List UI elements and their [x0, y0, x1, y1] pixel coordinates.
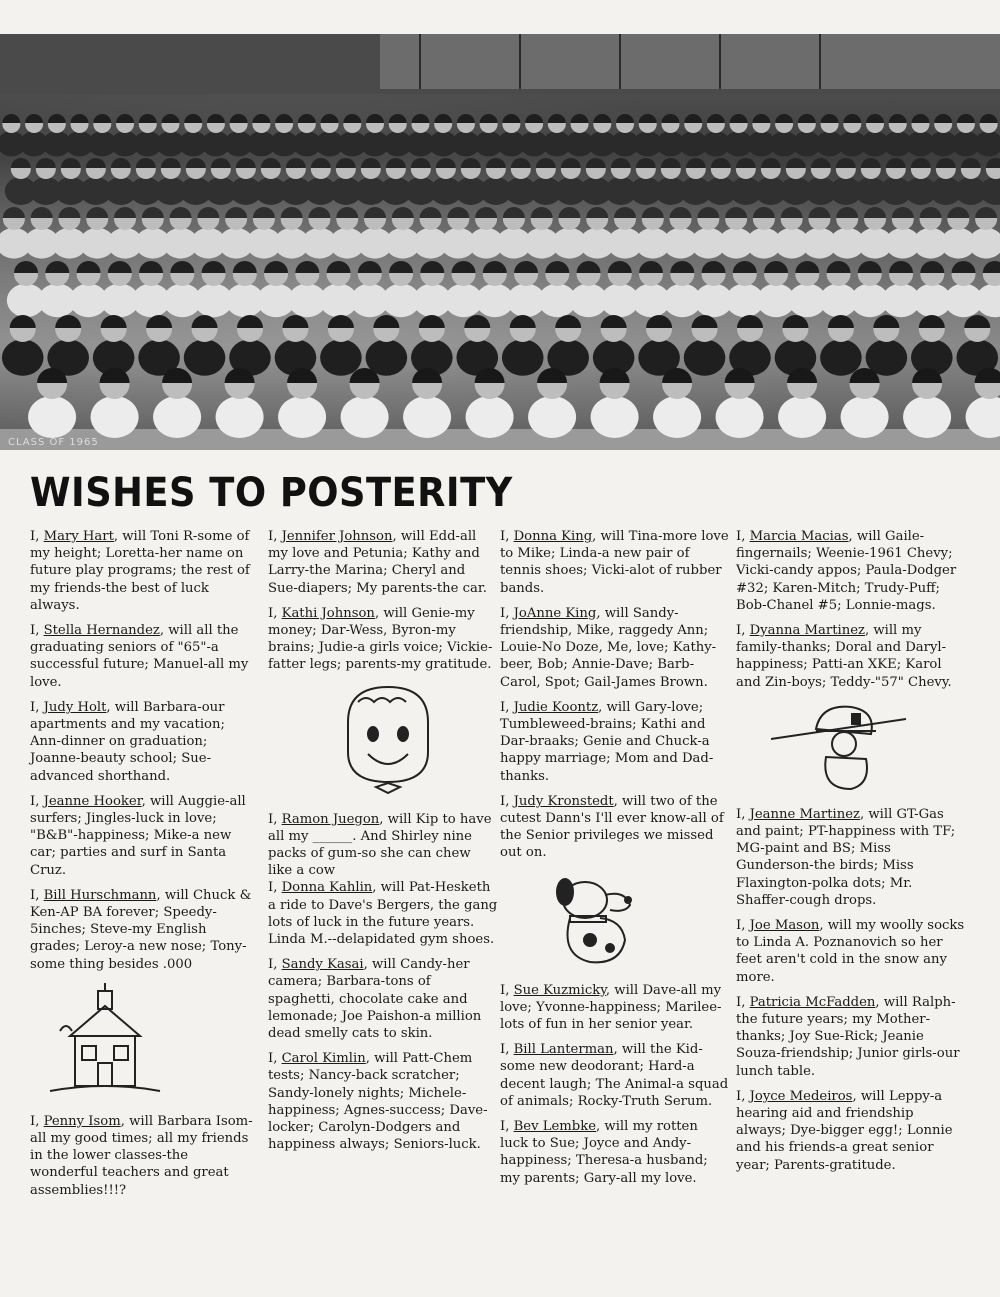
- crowd-person-hair: [281, 207, 303, 218]
- crowd-person-hair: [58, 207, 80, 218]
- crowd-person-hair: [142, 207, 164, 218]
- crowd-person-hair: [464, 315, 490, 328]
- crowd-person-body: [341, 396, 389, 438]
- wish-entry: I, Jennifer Johnson, will Edd-all my love and Petunia; Kathy and Larry-the Marina; Cheryl and Sue-diapers; My parents-the car.: [268, 529, 487, 596]
- crowd-person-hair: [911, 158, 931, 168]
- crowd-person-body: [184, 339, 226, 375]
- wish-name: Carol Kimlin: [281, 1051, 366, 1067]
- crowd-person-hair: [861, 158, 881, 168]
- page-headline: WISHES TO POSTERITY: [30, 470, 513, 516]
- crowd-person-hair: [761, 158, 781, 168]
- crowd-person-hair: [264, 261, 288, 273]
- crowd-person-hair: [752, 114, 770, 123]
- crowd-person-hair: [343, 114, 361, 123]
- crowd-person-hair: [639, 261, 663, 273]
- crowd-person-hair: [561, 158, 581, 168]
- wish-entry: I, Judy Holt, will Barbara-our apartments and my vacation; Ann-dinner on graduation; Joanne-beauty school; Sue-advanced shorthand.: [30, 699, 225, 784]
- crowd-person-hair: [36, 158, 56, 168]
- crowd-person-hair: [957, 114, 975, 123]
- wish-entry: I, Ramon Juegon, will Kip to have all my ______. And Shirley nine packs of gum-so she can chew like a cow I, Donna Kahlin, will Pat-Hesketh a ride to Dave's Bergers, the gang lots of luck in the future years. Linda M.--delapidated gym shoes.: [268, 811, 498, 948]
- crowd-person-hair: [725, 207, 747, 218]
- crowd-person-hair: [502, 114, 520, 123]
- wish-entry: I, Carol Kimlin, will Patt-Chem tests; Nancy-back scratcher; Sandy-lonely nights; Michele-happiness; Agnes-success; Dave-locker; Carolyn-Dodgers and happiness always; Seniors-luck.: [268, 1051, 488, 1153]
- crowd-person-hair: [636, 158, 656, 168]
- crowd-person-hair: [611, 158, 631, 168]
- crowd-person-hair: [545, 261, 569, 273]
- crowd-person-body: [216, 396, 264, 438]
- crowd-person-body: [403, 396, 451, 438]
- crowd-person-hair: [608, 261, 632, 273]
- crowd-person-hair: [514, 261, 538, 273]
- crowd-person-hair: [386, 158, 406, 168]
- crowd-person-hair: [503, 207, 525, 218]
- wish-name: Penny Isom: [43, 1113, 121, 1129]
- crowd-person-hair: [733, 261, 757, 273]
- crowd-person-hair: [336, 207, 358, 218]
- crowd-person-hair: [736, 158, 756, 168]
- wish-entry: I, Marcia Macias, will Gaile-fingernails; Weenie-1961 Chevy; Vicki-candy appos; Paula-Dodger #32; Karen-Mitch; Trudy-Puff; Bob-Chanel #5; Lonnie-mags.: [736, 529, 957, 613]
- photo-caption: CLASS OF 1965: [8, 437, 99, 448]
- crowd-person-body: [820, 339, 862, 375]
- crowd-person-hair: [452, 261, 476, 273]
- wish-name: Marcia Macias: [749, 529, 849, 544]
- wish-name: Donna Kahlin: [281, 880, 373, 896]
- crowd-person-hair: [361, 158, 381, 168]
- crowd-person-hair: [586, 158, 606, 168]
- wish-entry: I, Joe Mason, will my woolly socks to Linda A. Poznanovich so her feet aren't cold in the snow any more.: [736, 918, 965, 985]
- crowd-person-hair: [661, 158, 681, 168]
- crowd-person-hair: [233, 261, 257, 273]
- crowd-person-body: [980, 177, 1000, 205]
- wish-entry: I, Patricia McFadden, will Ralph-the future years; my Mother-thanks; Joy Sue-Rick; Jeanie Souza-friendship; Junior girls-our lunch table.: [736, 994, 960, 1079]
- crowd-person-hair: [730, 114, 748, 123]
- schoolhouse-sketch-icon: [30, 981, 180, 1101]
- crowd-person-hair: [614, 207, 636, 218]
- crowd-person-hair: [593, 114, 611, 123]
- crowd-person-hair: [10, 315, 36, 328]
- crowd-person-body: [778, 396, 826, 438]
- crowd-person-hair: [616, 114, 634, 123]
- crowd-person-body: [466, 396, 514, 438]
- crowd-person-hair: [14, 261, 38, 273]
- crowd-person-hair: [236, 158, 256, 168]
- wish-name: Jeanne Martinez: [749, 806, 860, 822]
- crowd-person-hair: [983, 261, 1000, 273]
- crowd-person-hair: [366, 114, 384, 123]
- crowd-person-body: [841, 396, 889, 438]
- crowd-person-hair: [108, 261, 132, 273]
- crowd-person-hair: [866, 114, 884, 123]
- crowd-person-hair: [670, 261, 694, 273]
- crowd-person-hair: [336, 158, 356, 168]
- wish-entry: I, Stella Hernandez, will all the graduating seniors of "65"-a successful future; Manuel-all my love.: [30, 623, 249, 690]
- crowd-person-hair: [889, 261, 913, 273]
- wish-name: Sandy Kasai: [281, 957, 364, 973]
- crowd-person-hair: [483, 261, 507, 273]
- crowd-person-hair: [858, 261, 882, 273]
- crowd-person-hair: [86, 207, 108, 218]
- crowd-person-hair: [642, 207, 664, 218]
- crowd-person-hair: [548, 114, 566, 123]
- crowd-person-hair: [392, 207, 414, 218]
- crowd-person-body: [653, 396, 701, 438]
- crowd-person-hair: [952, 261, 976, 273]
- crowd-person-hair: [275, 114, 293, 123]
- wishes-column-3: [500, 528, 730, 1195]
- crowd-person-hair: [586, 207, 608, 218]
- crowd-person-hair: [947, 207, 969, 218]
- crowd-person-hair: [934, 114, 952, 123]
- crowd-person-hair: [936, 158, 956, 168]
- crowd-person-hair: [686, 158, 706, 168]
- baseball-batter-sketch-icon: [766, 699, 916, 794]
- crowd-person-hair: [684, 114, 702, 123]
- crowd-person-hair: [308, 207, 330, 218]
- wish-entry: I, Jeanne Hooker, will Auggie-all surfers; Jingles-luck in love; "B&B"-happiness; Mike-a new car; parties and surf in Santa Cruz.: [30, 793, 246, 878]
- crowd-person-hair: [986, 158, 1000, 168]
- crowd-person-hair: [170, 207, 192, 218]
- wish-entry: I, Bill Hurschmann, will Chuck & Ken-AP BA forever; Speedy-5inches; Steve-my English grades; Leroy-a new nose; Tony-some thing besides .000: [30, 887, 252, 972]
- crowd-person-body: [684, 339, 726, 375]
- crowd-person-hair: [327, 261, 351, 273]
- crowd-person-hair: [707, 114, 725, 123]
- wish-entry: I, Mary Hart, will Toni R-some of my height; Loretta-her name on future play programs; the rest of my friends-the best of luck always.: [30, 529, 250, 613]
- crowd-person-hair: [775, 114, 793, 123]
- wish-entry: I, Donna King, will Tina-more love to Mike; Linda-a new pair of tennis shoes; Vicki-alot of rubber bands.: [500, 529, 729, 596]
- crowd-person-hair: [321, 114, 339, 123]
- crowd-person-hair: [836, 158, 856, 168]
- crowd-person-hair: [186, 158, 206, 168]
- crowd-person-hair: [795, 261, 819, 273]
- crowd-person-hair: [419, 315, 445, 328]
- crowd-person-hair: [136, 158, 156, 168]
- crowd-person-body: [153, 396, 201, 438]
- crowd-person-body: [976, 284, 1000, 318]
- crowd-person-hair: [964, 315, 990, 328]
- crowd-person-hair: [286, 158, 306, 168]
- crowd-person-hair: [843, 114, 861, 123]
- crowd-person-hair: [864, 207, 886, 218]
- crowd-person-hair: [886, 158, 906, 168]
- wish-name: Judie Koontz: [513, 699, 599, 715]
- wish-name: Jeanne Hooker: [43, 793, 142, 809]
- crowd-person-hair: [697, 207, 719, 218]
- crowd-person-hair: [197, 207, 219, 218]
- crowd-person-hair: [536, 158, 556, 168]
- crowd-person-hair: [31, 207, 53, 218]
- wish-name: Bill Hurschmann: [43, 887, 157, 903]
- crowd-person-hair: [202, 261, 226, 273]
- crowd-person-hair: [737, 315, 763, 328]
- crowd-person-hair: [480, 114, 498, 123]
- crowd-person-hair: [531, 207, 553, 218]
- crowd-person-hair: [436, 158, 456, 168]
- crowd-person-hair: [373, 315, 399, 328]
- wish-name: Bev Lembke: [513, 1119, 597, 1135]
- crowd-person-hair: [237, 315, 263, 328]
- wish-entry: I, Sue Kuzmicky, will Dave-all my love; Yvonne-happiness; Marilee-lots of fun in her senior year.: [500, 982, 722, 1033]
- wish-name: Stella Hernandez: [43, 623, 160, 639]
- crowd-person-hair: [161, 114, 179, 123]
- crowd-person-hair: [661, 114, 679, 123]
- crowd-person-hair: [461, 158, 481, 168]
- crowd-person-hair: [786, 158, 806, 168]
- crowd-person-hair: [420, 261, 444, 273]
- crowd-person-hair: [45, 261, 69, 273]
- crowd-person-hair: [261, 158, 281, 168]
- crowd-person-hair: [980, 114, 998, 123]
- crowd-person-hair: [434, 114, 452, 123]
- crowd-person-hair: [811, 158, 831, 168]
- crowd-person-body: [502, 339, 544, 375]
- crowd-person-hair: [11, 158, 31, 168]
- crowd-person-hair: [139, 114, 157, 123]
- crowd-person-hair: [116, 114, 134, 123]
- crowd-person-hair: [184, 114, 202, 123]
- crowd-person-hair: [328, 315, 354, 328]
- wish-name: Joe Mason: [749, 918, 820, 934]
- crowd-person-hair: [161, 158, 181, 168]
- crowd-person-hair: [571, 114, 589, 123]
- crowd-person-hair: [873, 315, 899, 328]
- crowd-person-hair: [475, 207, 497, 218]
- crowd-person-body: [91, 396, 139, 438]
- smiling-face-sketch-icon: [318, 682, 458, 797]
- crowd-person-hair: [86, 158, 106, 168]
- crowd-person-body: [903, 396, 951, 438]
- wish-entry: I, Bill Lanterman, will the Kid-some new deodorant; Hard-a decent laugh; The Animal-a squad of animals; Rocky-Truth Serum.: [500, 1042, 729, 1109]
- crowd-person-hair: [298, 114, 316, 123]
- crowd-person-body: [716, 396, 764, 438]
- crowd-person-hair: [358, 261, 382, 273]
- crowd-person-hair: [711, 158, 731, 168]
- crowd-person-hair: [389, 261, 413, 273]
- crowd-person-hair: [230, 114, 248, 123]
- crowd-person-hair: [71, 114, 89, 123]
- crowd-person-body: [528, 396, 576, 438]
- crowd-person-hair: [420, 207, 442, 218]
- crowd-person-hair: [821, 114, 839, 123]
- crowd-person-hair: [48, 114, 66, 123]
- crowd-person-hair: [702, 261, 726, 273]
- crowd-person-body: [591, 396, 639, 438]
- wishes-column-2: [268, 528, 498, 1161]
- crowd-person-hair: [975, 207, 997, 218]
- crowd-person-hair: [510, 315, 536, 328]
- crowd-person-hair: [3, 207, 25, 218]
- wish-entry: I, Judie Koontz, will Gary-love; Tumbleweed-brains; Kathi and Dar-braaks; Genie and Chuck-a happy marriage; Mom and Dad-thanks.: [500, 699, 714, 784]
- crowd-person-hair: [639, 114, 657, 123]
- crowd-person-hair: [525, 114, 543, 123]
- wish-name: Dyanna Martinez: [749, 623, 865, 639]
- wish-entry: I, Kathi Johnson, will Genie-my money; Dar-Wess, Byron-my brains; Judie-a girls voice; Vickie-fatter legs; parents-my gratitude.: [268, 605, 493, 673]
- crowd-person-hair: [207, 114, 225, 123]
- crowd-person-hair: [920, 261, 944, 273]
- crowd-person-hair: [93, 114, 111, 123]
- crowd-person-hair: [253, 207, 275, 218]
- crowd-person-hair: [892, 207, 914, 218]
- crowd-person-hair: [961, 158, 981, 168]
- crowd-person-hair: [25, 114, 43, 123]
- crowd-person-hair: [558, 207, 580, 218]
- crowd-person-hair: [389, 114, 407, 123]
- crowd-person-hair: [486, 158, 506, 168]
- crowd-person-hair: [114, 207, 136, 218]
- crowd-graphic: [0, 34, 1000, 450]
- crowd-person-hair: [511, 158, 531, 168]
- crowd-person-hair: [836, 207, 858, 218]
- crowd-person-hair: [889, 114, 907, 123]
- crowd-person-hair: [411, 158, 431, 168]
- crowd-person-body: [28, 396, 76, 438]
- crowd-person-hair: [828, 315, 854, 328]
- wish-name: Judy Kronstedt: [513, 793, 614, 809]
- crowd-person-hair: [170, 261, 194, 273]
- wish-name: Joyce Medeiros: [749, 1088, 853, 1104]
- wish-name: Patricia McFadden: [749, 994, 876, 1010]
- wish-entry: I, Penny Isom, will Barbara Isom-all my good times; all my friends in the lower classes-the wonderful teachers and great assemblies!!!?: [30, 1113, 253, 1198]
- crowd-person-hair: [798, 114, 816, 123]
- crowd-person-hair: [111, 158, 131, 168]
- crowd-person-hair: [2, 114, 20, 123]
- wish-entry: I, Sandy Kasai, will Candy-her camera; Barbara-tons of spaghetti, chocolate cake and lemonade; Joe Paishon-a million dead smelly cats to skin.: [268, 957, 482, 1042]
- crowd-person-body: [2, 339, 44, 375]
- wish-entry: I, Joyce Medeiros, will Leppy-a hearing aid and friendship always; Dye-bigger egg!; Lonnie and his friends-a great senior year; Parents-gratitude.: [736, 1088, 953, 1173]
- wishes-column-4: [736, 528, 966, 1182]
- crowd-person-hair: [827, 261, 851, 273]
- crowd-person-hair: [211, 158, 231, 168]
- wish-name: Mary Hart: [43, 529, 114, 544]
- crowd-person-hair: [252, 114, 270, 123]
- wish-entry: I, Judy Kronstedt, will two of the cutest Dann's I'll ever know-all of the Senior privileges we missed out on.: [500, 793, 724, 861]
- crowd-person-hair: [781, 207, 803, 218]
- wish-name: Donna King: [513, 529, 593, 544]
- wish-entry: I, Bev Lembke, will my rotten luck to Sue; Joyce and Andy-happiness; Theresa-a husband; my parents; Gary-all my love.: [500, 1119, 708, 1186]
- crowd-person-hair: [447, 207, 469, 218]
- crowd-person-body: [320, 339, 362, 375]
- crowd-person-hair: [911, 114, 929, 123]
- crowd-person-hair: [808, 207, 830, 218]
- crowd-person-hair: [139, 261, 163, 273]
- crowd-person-hair: [920, 207, 942, 218]
- wish-entry: I, Jeanne Martinez, will GT-Gas and paint; PT-happiness with TF; MG-paint and BS; Miss Gunderson-the birds; Miss Flaxington-polka dots; Mr. Shaffer-cough drops.: [736, 806, 956, 908]
- crowd-person-hair: [670, 207, 692, 218]
- crowd-person-hair: [295, 261, 319, 273]
- crowd-person-body: [969, 228, 1000, 259]
- wishes-column-1: [30, 528, 260, 1207]
- crowd-person-hair: [753, 207, 775, 218]
- wish-name: Judy Holt: [43, 699, 107, 715]
- crowd-person-body: [278, 396, 326, 438]
- crowd-person-hair: [311, 158, 331, 168]
- crowd-person-hair: [764, 261, 788, 273]
- wish-entry: I, JoAnne King, will Sandy-friendship, Mike, raggedy Ann; Louie-No Doze, Me, love; Kathy-beer, Bob; Annie-Dave; Barb-Carol, Spot; Gail-James Brown.: [500, 605, 717, 690]
- crowd-person-hair: [411, 114, 429, 123]
- wish-name: Sue Kuzmicky: [513, 982, 606, 998]
- crowd-person-body: [974, 131, 1000, 156]
- crowd-person-hair: [61, 158, 81, 168]
- wish-name: Ramon Juegon: [281, 811, 380, 827]
- wish-name: Bill Lanterman: [513, 1042, 614, 1058]
- wish-entry: I, Dyanna Martinez, will my family-thanks; Doral and Daryl-happiness; Patti-an XKE; Karol and Zin-boys; Teddy-"57" Chevy.: [736, 623, 952, 690]
- crowd-person-hair: [457, 114, 475, 123]
- crowd-person-hair: [364, 207, 386, 218]
- puppy-sketch-icon: [530, 870, 670, 970]
- wish-name: Kathi Johnson: [281, 605, 375, 621]
- crowd-person-hair: [77, 261, 101, 273]
- crowd-person-hair: [225, 207, 247, 218]
- class-photo: [0, 34, 1000, 450]
- wish-name: Jennifer Johnson: [281, 529, 393, 544]
- wish-name: JoAnne King: [513, 605, 597, 621]
- crowd-person-hair: [919, 315, 945, 328]
- crowd-person-hair: [577, 261, 601, 273]
